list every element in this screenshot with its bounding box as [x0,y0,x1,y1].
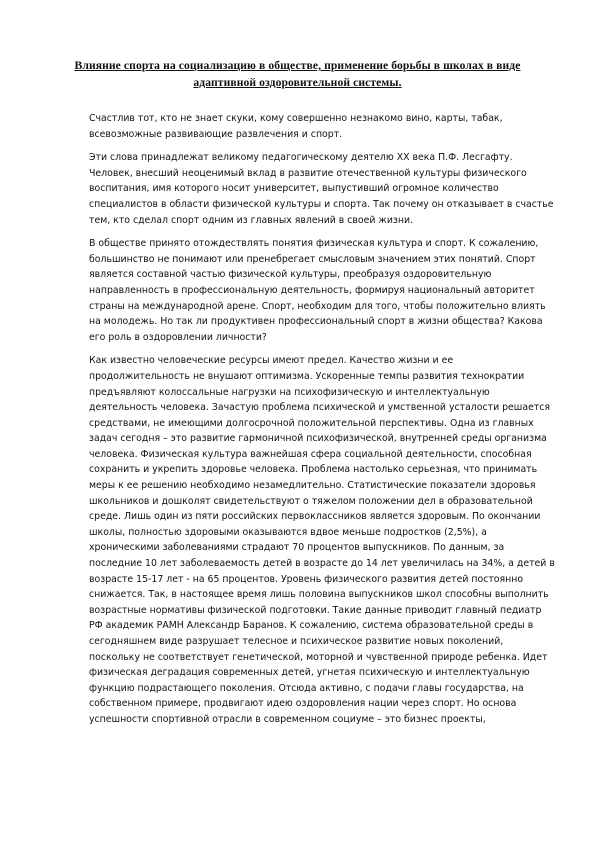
paragraph-resources: Как известно человеческие ресурсы имеют предел. Качество жизни и ее продолжительность не внушают оптимизма. Ускоренные темпы развития технократии предъявляют колоссальные нагрузки на психофизическую и интеллектуальную деятельность человека. Зачастую проблема психической и умственной усталости решается средствами, не имеющими долгосрочной положительной перспективы. Одна из главных задач сегодня – это развитие гармоничной психофизической, внутренней среды организма человека. Физическая культура важнейшая сфера социальной деятельности, способная сохранить и укрепить здоровье человека. Проблема настолько серьезная, что принимать меры к ее решению необходимо незамедлительно. Статистические показатели здоровья школьников и дошколят свидетельствуют о тяжелом положении дел в образовательной среде. Лишь один из пяти российских первоклассников является здоровым. По окончании школы, полностью здоровыми оказываются вдвое меньше подростков (2,5%), а хроническими заболеваниями страдают 70 процентов выпускников. По данным, за последние 10 лет заболеваемость детей в возрасте до 14 лет увеличилась на 34%, а детей в возрасте 15-17 лет - на 65 процентов. Уровень физического развития детей постоянно снижается. Так, в настоящее время лишь половина выпускников школ способны выполнить возрастные нормативы физической подготовки. Такие данные приводит главный педиатр РФ академик РАМН Александр Баранов. К сожалению, система образовательной среды в сегодняшнем виде разрушает телесное и психическое развитие новых поколений, поскольку не соответствует генетической, моторной и чувственной природе ребенка. Идет физическая деградация современных детей, угнетая психическую и интеллектуальную функцию подрастающего поколения. Отсюда активно, с подачи главы государства, на собственном примере, продвигают идею оздоровления нации через спорт. Но основа успешности спортивной отрасли в современном социуме – это бизнес проекты, [89,355,555,725]
paragraph-society: В обществе принято отождествлять понятия физическая культура и спорт. К сожалению, большинство не понимают или пренебрегает смысловым значением этих понятий. Спорт является составной частью физической культуры, преобразуя оздоровительную направленность в профессиональную деятельность, формируя национальный авторитет страны на международной арене. Спорт, необходим для того, чтобы положительно влиять на молодежь. Но так ли продуктивен профессиональный спорт в жизни общества? Какова его роль в оздоровлении личности? [89,238,546,343]
document-title: Влияние спорта на социализацию в обществе, применение борьбы в школах в виде адаптивной оздоровительной системы. [74,59,521,89]
paragraph-lesgaft: Эти слова принадлежат великому педагогическому деятелю XX века П.Ф. Лесгафту. Человек, внесший неоценимый вклад в развитие отечественной культуры физического воспитания, имя которого носит университет, выпустивший огромное количество специалистов в области физической культуры и спорта. Так почему он отказывает в счастье тем, кто сделал спорт одним из главных явлений в своей жизни. [89,152,554,226]
paragraph-epigraph: Счастлив тот, кто не знает скуки, кому совершенно незнакомо вино, карты, табак, всевозможные развивающие развлечения и спорт. [89,113,503,140]
document-body [89,111,555,736]
